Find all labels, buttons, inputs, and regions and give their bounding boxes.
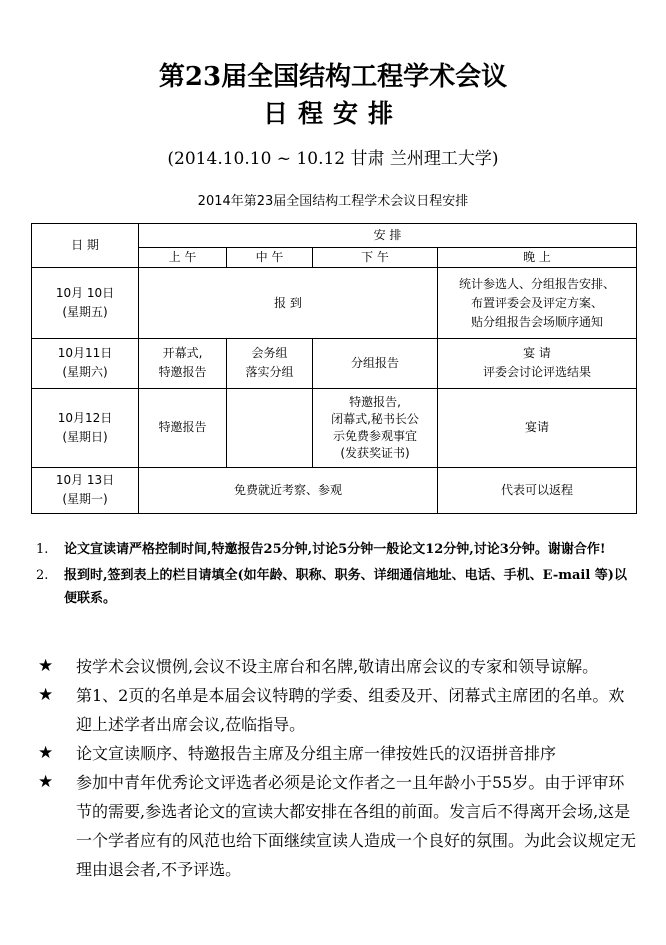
star-list-item — [38, 652, 638, 681]
star-item-text: 第1、2页的名单是本届会议特聘的学委、组委及开、闭幕式主席团的名单。欢迎上述学者出席会议,莅临指导。 — [76, 686, 625, 734]
star-item-text: 按学术会议惯例,会议不设主席台和名牌,敬请出席会议的专家和领导谅解。 — [76, 657, 599, 676]
evening-cell: 统计参选人、分组报告安排、 布置评委会及评定方案、 贴分组报告会场顺序通知 — [438, 268, 637, 338]
schedule-heading: 日程安排 — [262, 99, 403, 128]
star-icon: ★ — [38, 685, 54, 705]
header-afternoon: 下 午 — [313, 248, 438, 268]
date-cell: 10月 13日 (星期一) — [32, 467, 139, 513]
afternoon-cell: 特邀报告, 闭幕式,秘书长公 示免费参观事宜 (发获奖证书) — [313, 389, 438, 468]
day-span-cell: 免费就近考察、参观 — [139, 467, 438, 513]
table-caption: 2014年第23届全国结构工程学术会议日程安排 — [197, 194, 469, 209]
note-number: 1. — [36, 542, 49, 557]
date-cell: 10月12日 (星期日) — [32, 389, 139, 468]
note-item — [36, 564, 636, 610]
star-icon: ★ — [38, 772, 54, 792]
table-row — [32, 268, 637, 338]
star-list — [38, 652, 638, 884]
header-morning: 上 午 — [139, 248, 227, 268]
star-icon: ★ — [38, 743, 54, 763]
afternoon-cell: 分组报告 — [313, 338, 438, 388]
date-cell: 10月11日 (星期六) — [32, 338, 139, 388]
star-icon: ★ — [38, 656, 54, 676]
header-date: 日 期 — [32, 224, 139, 268]
note-text: 论文宣读请严格控制时间,特邀报告25分钟,讨论5分钟一般论文12分钟,讨论3分钟。谢谢合作! — [64, 542, 606, 557]
morning-cell: 开幕式, 特邀报告 — [139, 338, 227, 388]
evening-cell: 宴 请 评委会讨论评选结果 — [438, 338, 637, 388]
table-row — [32, 389, 637, 468]
note-item — [36, 538, 636, 561]
table-row — [32, 467, 637, 513]
conference-title: 第23届全国结构工程学术会议 — [158, 62, 508, 92]
notes-list — [36, 538, 636, 613]
schedule-table — [31, 223, 637, 514]
star-item-text: 论文宣读顺序、特邀报告主席及分组主席一律按姓氏的汉语拼音排序 — [76, 744, 557, 763]
header-arrangement: 安 排 — [139, 224, 637, 248]
evening-cell: 宴请 — [438, 389, 637, 468]
table-row — [32, 338, 637, 388]
note-text: 报到时,签到表上的栏目请填全(如年龄、职称、职务、详细通信地址、电话、手机、E-mail 等)以便联系。 — [64, 568, 627, 606]
star-item-text: 参加中青年优秀论文评选者必须是论文作者之一且年龄小于55岁。由于评审环节的需要,参选者论文的宣读大都安排在各组的前面。发言后不得离开会场,这是一个学者应有的风范也给下面继续宣读人造成一个良好的氛围。为此会议规定无理由退会者,不予评选。 — [76, 773, 637, 879]
star-list-item — [38, 739, 638, 768]
noon-cell: 会务组 落实分组 — [227, 338, 313, 388]
evening-cell: 代表可以返程 — [438, 467, 637, 513]
morning-cell: 特邀报告 — [139, 389, 227, 468]
day-span-cell: 报 到 — [139, 268, 438, 338]
star-list-item — [38, 681, 638, 739]
header-evening: 晚 上 — [438, 248, 637, 268]
noon-cell — [227, 389, 313, 468]
star-list-item — [38, 768, 638, 884]
date-cell: 10月 10日 (星期五) — [32, 268, 139, 338]
note-number: 2. — [36, 568, 49, 583]
header-noon: 中 午 — [227, 248, 313, 268]
date-location-line: (2014.10.10 ~ 10.12 甘肃 兰州理工大学) — [167, 149, 499, 169]
